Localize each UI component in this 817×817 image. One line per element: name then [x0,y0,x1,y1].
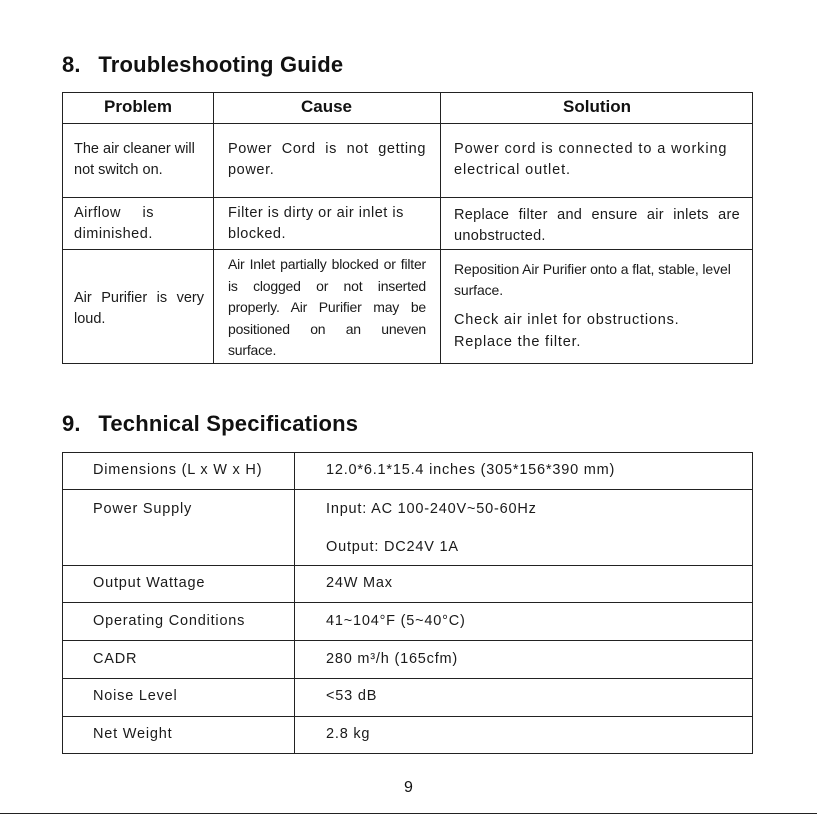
column-divider [440,93,441,363]
problem-cell: Air Purifier is very loud. [74,290,204,327]
spec-label: CADR [93,651,138,667]
solution-cell: Replace filter and ensure air inlets are unobstructed. [454,207,740,244]
problem-cell: The air cleaner will not switch on. [74,141,195,178]
row-divider [63,640,752,641]
spec-label: Dimensions (L x W x H) [93,462,263,478]
cause-cell: Power Cord is not getting power. [228,141,426,178]
page-number: 9 [404,779,413,796]
header-problem: Problem [103,97,173,116]
section-number: 9. [62,411,81,436]
troubleshooting-table [62,92,753,364]
spec-label: Noise Level [93,688,178,704]
header-solution: Solution [563,97,631,116]
section-title-text: Technical Specifications [98,411,359,436]
spec-value: 41~104°F (5~40°C) [326,613,466,629]
spec-value: 24W Max [326,575,393,591]
row-divider [63,678,752,679]
column-divider [294,452,295,754]
row-divider [63,249,752,250]
spec-label: Power Supply [93,501,193,517]
row-divider [63,197,752,198]
spec-label: Output Wattage [93,575,206,591]
row-divider [63,489,752,490]
specifications-table [62,452,753,754]
spec-value: <53 dB [326,688,378,704]
spec-value: Input: AC 100-240V~50-60Hz [326,501,537,517]
row-divider [63,753,752,754]
solution-cell: Replace the filter. [454,334,582,350]
spec-value: 12.0*6.1*15.4 inches (305*156*390 mm) [326,462,616,478]
row-divider [63,565,752,566]
troubleshooting-title [62,52,343,78]
problem-cell: Airflow is diminished. [74,205,154,242]
row-divider [63,123,752,124]
spec-value: Output: DC24V 1A [326,539,459,555]
row-divider [63,716,752,717]
solution-cell: Reposition Air Purifier onto a flat, stable, level surface. [454,261,731,298]
section-number: 8. [62,52,81,77]
specifications-title [62,411,358,437]
column-divider [213,93,214,363]
row-divider [63,452,752,453]
cause-cell: Air Inlet partially blocked or filter is clogged or not inserted properly. Air Purifier may be positioned on an uneven surface. [228,256,426,358]
solution-cell: Power cord is connected to a working electrical outlet. [454,141,728,178]
spec-label: Net Weight [93,726,173,742]
spec-value: 2.8 kg [326,726,371,742]
spec-value: 280 m³/h (165cfm) [326,651,459,667]
bottom-rule [0,813,817,814]
row-divider [63,602,752,603]
spec-label: Operating Conditions [93,613,246,629]
header-cause: Cause [300,97,353,116]
cause-cell: Filter is dirty or air inlet is blocked. [228,205,404,242]
section-title-text: Troubleshooting Guide [98,52,344,77]
solution-cell: Check air inlet for obstructions. [454,312,680,328]
